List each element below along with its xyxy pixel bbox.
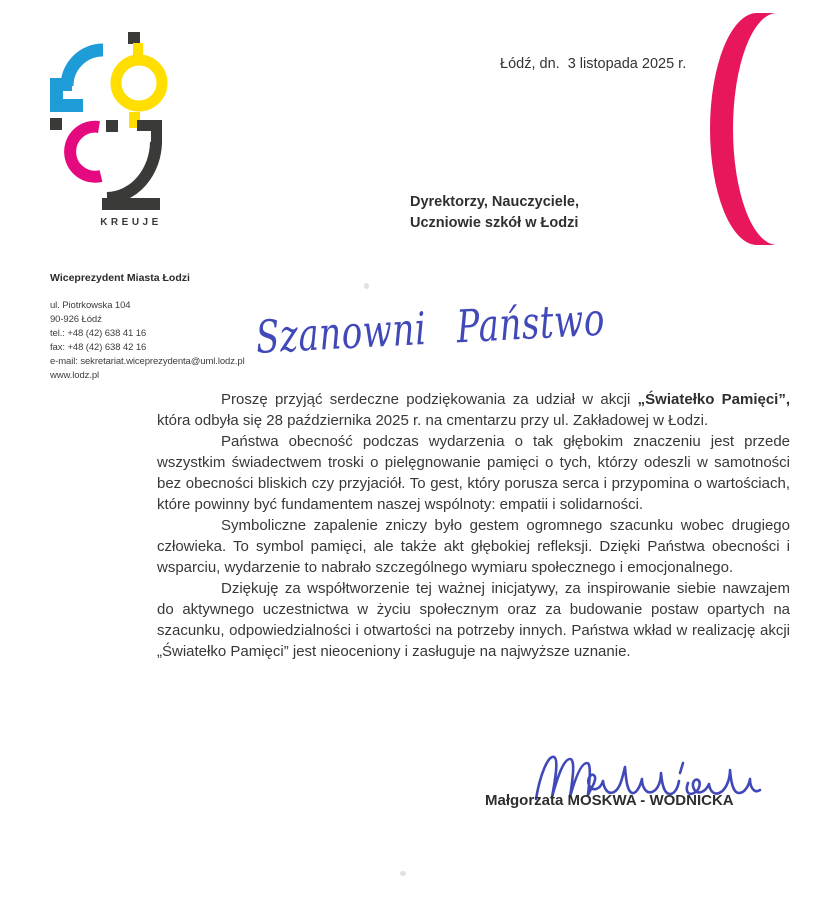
scan-speck xyxy=(400,871,406,876)
lodz-kreuje-logo xyxy=(45,30,170,230)
logo-accent-square-icon xyxy=(128,32,140,44)
sender-fax: fax: +48 (42) 638 42 16 xyxy=(50,342,147,353)
logo-dot-square-icon xyxy=(50,118,62,130)
brand-crescent-shape xyxy=(680,0,816,270)
sender-email: e-mail: sekretariat.wiceprezydenta@uml.lodz.pl xyxy=(50,356,245,367)
sender-title: Wiceprezydent Miasta Łodzi xyxy=(50,272,190,284)
handwritten-greeting: Szanowni Państwo xyxy=(254,294,607,365)
sender-address-street: ul. Piotrkowska 104 xyxy=(50,300,131,311)
addressee-line-1: Dyrektorzy, Nauczyciele, xyxy=(410,194,579,210)
logo-dot-square-icon xyxy=(106,120,118,132)
sender-phone: tel.: +48 (42) 638 41 16 xyxy=(50,328,147,339)
body-paragraphs xyxy=(157,389,790,662)
addressee-line-2: Uczniowie szkół w Łodzi xyxy=(410,215,579,231)
date-line: Łódź, dn. 3 listopada 2025 r. xyxy=(500,56,687,72)
logo-letter-o xyxy=(116,32,162,128)
paragraph: Proszę przyjąć serdeczne podziękowania za udział w akcji „Światełko Pamięci”, która odbyła się 28 października 2025 r. na cmentarzu przy ul. Zakładowej w Łodzi. xyxy=(157,391,791,429)
sender-website: www.lodz.pl xyxy=(50,370,100,381)
logo-letter-l xyxy=(50,50,103,112)
addressee-block xyxy=(410,192,579,234)
scan-speck xyxy=(364,283,369,289)
logo-letter-d xyxy=(50,118,118,177)
paragraph: Dziękuję za współtworzenie tej ważnej inicjatywy, za inspirowanie siebie nawzajem do aktywnego uczestnictwa w życiu społecznym oraz za budowanie postaw opartych na szacunku, odpowiedzialności i otwartości na potrzeby innych. Państwa wkład w realizację akcji „Światełko Pamięci” jest nieoceniony i zasługuje na najwyższe uznanie. xyxy=(157,580,790,660)
sender-address-city: 90-926 Łódź xyxy=(50,314,102,325)
logo-letter-z xyxy=(102,120,162,210)
paragraph: Symboliczne zapalenie zniczy było gestem ogromnego szacunku wobec drugiego człowieka. To symbol pamięci, ale także akt głębokiej refleksji. Dzięki Państwa obecności i wsparciu, wydarzenie to nabrało szczególnego wymiaru społecznego i emocjonalnego. xyxy=(157,517,790,576)
paragraph: Państwa obecność podczas wydarzenia o tak głębokim znaczeniu jest przede wszystkim świadectwem troski o pielęgnowanie pamięci o tych, którzy odeszli w samotności bez obecności bliskich czy przyjaciół. To gest, który porusza serca i przypomina o wartościach, które powinny być fundamentem naszej wspólnoty: empatii i solidarności. xyxy=(157,433,790,513)
signatory-name: Małgorzata MOSKWA - WODNICKA xyxy=(485,792,734,809)
sender-block xyxy=(50,272,245,383)
logo-kreuje-text: KREUJE xyxy=(100,217,162,228)
